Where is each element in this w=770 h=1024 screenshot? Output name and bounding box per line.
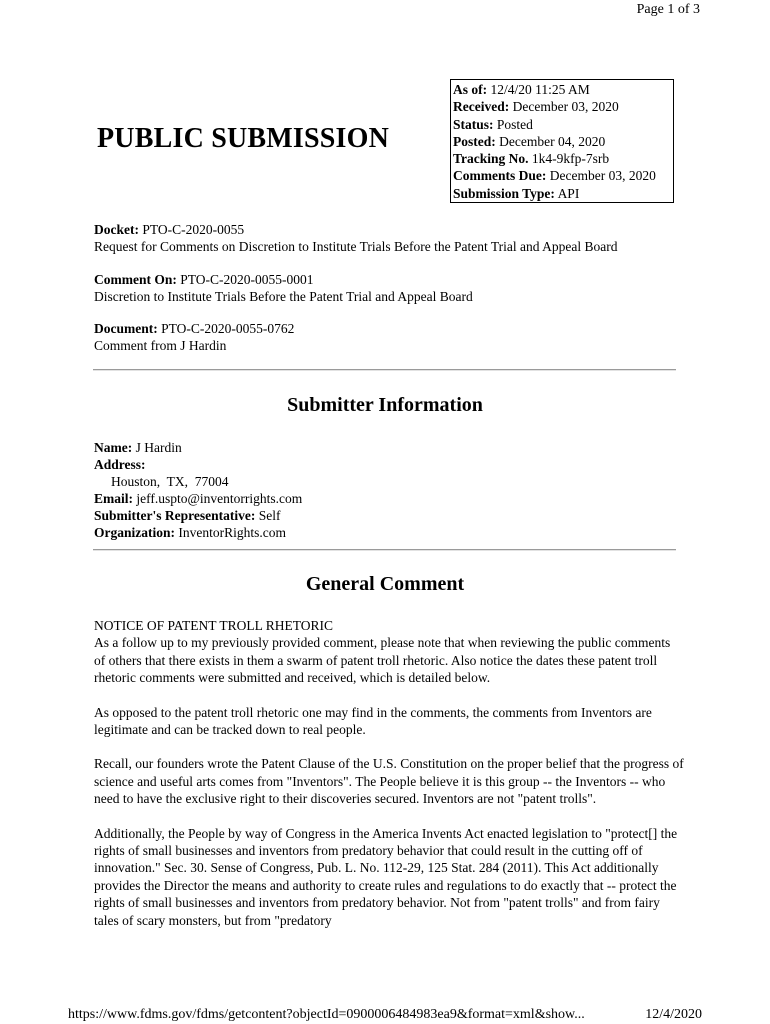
meta-label: Posted: — [453, 133, 496, 149]
meta-row-as-of — [453, 81, 671, 98]
comment-on-id: PTO-C-2020-0055-0001 — [180, 272, 314, 287]
submitter-name: J Hardin — [135, 440, 182, 455]
meta-label: Status: — [453, 116, 494, 132]
email-label: Email: — [94, 491, 133, 506]
page-title: PUBLIC SUBMISSION — [97, 123, 390, 154]
docket-description: Request for Comments on Discretion to Institute Trials Before the Patent Trial and Appeal Board — [94, 239, 618, 254]
general-comment-heading: General Comment — [305, 573, 465, 595]
document-block — [94, 320, 294, 354]
meta-label: Comments Due: — [453, 168, 547, 184]
document-description: Comment from J Hardin — [94, 338, 227, 353]
docket-label: Docket: — [94, 222, 139, 237]
docket-id: PTO-C-2020-0055 — [142, 222, 245, 237]
meta-row-status — [453, 116, 671, 133]
submission-metadata-box — [450, 79, 674, 203]
address-label: Address: — [94, 457, 146, 472]
meta-value: December 04, 2020 — [499, 133, 606, 149]
general-comment-body — [94, 617, 684, 946]
submitter-email-row — [94, 490, 302, 507]
submitter-organization: InventorRights.com — [178, 525, 286, 540]
submitter-address-row — [94, 456, 302, 473]
submitter-representative-row — [94, 507, 302, 524]
submitter-address: Houston, TX, 77004 — [111, 474, 229, 489]
meta-row-posted — [453, 133, 671, 150]
meta-value: 1k4-9kfp-7srb — [531, 151, 610, 167]
page-number: Page 1 of 3 — [636, 2, 700, 17]
submitter-organization-row — [94, 524, 302, 541]
comment-on-description: Discretion to Institute Trials Before the Patent Trial and Appeal Board — [94, 289, 473, 304]
footer-url: https://www.fdms.gov/fdms/getcontent?objectId=0900006484983ea9&format=xml&show... — [68, 1007, 585, 1022]
comment-on-block — [94, 271, 473, 305]
meta-label: Tracking No. — [453, 151, 529, 167]
submitter-information-block — [94, 439, 302, 541]
submitter-information-heading: Submitter Information — [287, 394, 483, 416]
submitter-representative: Self — [258, 508, 281, 523]
comment-paragraph: NOTICE OF PATENT TROLL RHETORIC As a follow up to my previously provided comment, please note that when reviewing the public comments of others that there exists in them a swarm of patent troll rhetoric. Also notice the dates these patent troll rhetoric comments were submitted and received, which is detailed below. — [94, 618, 671, 686]
meta-value: 12/4/20 11:25 AM — [490, 82, 590, 97]
comment-on-label: Comment On: — [94, 272, 177, 287]
meta-value: December 03, 2020 — [549, 168, 656, 184]
meta-value: December 03, 2020 — [512, 99, 619, 115]
meta-row-tracking — [453, 150, 671, 167]
meta-value: API — [557, 185, 580, 201]
organization-label: Organization: — [94, 525, 175, 540]
footer-date: 12/4/2020 — [645, 1007, 702, 1022]
comment-paragraph: Recall, our founders wrote the Patent Clause of the U.S. Constitution on the proper belief that the progress of science and useful arts comes from "Inventors". The People believe it is this group -- the Inventors -- who need to have the exclusive right to their discoveries secured. Inventors are not "patent trolls". — [94, 756, 684, 807]
meta-row-comments-due — [453, 167, 671, 184]
meta-label: Received: — [453, 99, 510, 115]
representative-label: Submitter's Representative: — [94, 508, 256, 523]
meta-value: Posted — [496, 116, 533, 132]
meta-row-submission-type — [453, 185, 671, 202]
document-label: Document: — [94, 321, 158, 336]
comment-paragraph: As opposed to the patent troll rhetoric one may find in the comments, the comments from Inventors are legitimate and can be tracked down to real people. — [94, 704, 652, 738]
meta-label: As of: — [453, 82, 488, 97]
docket-block — [94, 221, 617, 255]
comment-paragraph: Additionally, the People by way of Congress in the America Invents Act enacted legislation to "protect[] the rights of small businesses and inventors from predatory behavior that could result in the cutting off of innovation." Sec. 30. Sense of Congress, Pub. L. No. 112-29, 125 Stat. 284 (2011). This Act additionally provides the Director the means and authority to create rules and regulations to do exactly that -- protect the rights of small businesses and inventors from predatory behavior. Not from "patent trolls" and from fairy tales of scary monsters, but from "predatory — [94, 825, 678, 928]
section-divider — [93, 549, 676, 551]
document-id: PTO-C-2020-0055-0762 — [161, 321, 295, 336]
submitter-name-row — [94, 439, 302, 456]
meta-row-received — [453, 98, 671, 115]
name-label: Name: — [94, 440, 133, 455]
submitter-email: jeff.uspto@inventorrights.com — [136, 491, 303, 506]
meta-label: Submission Type: — [453, 185, 555, 201]
section-divider — [93, 369, 676, 371]
